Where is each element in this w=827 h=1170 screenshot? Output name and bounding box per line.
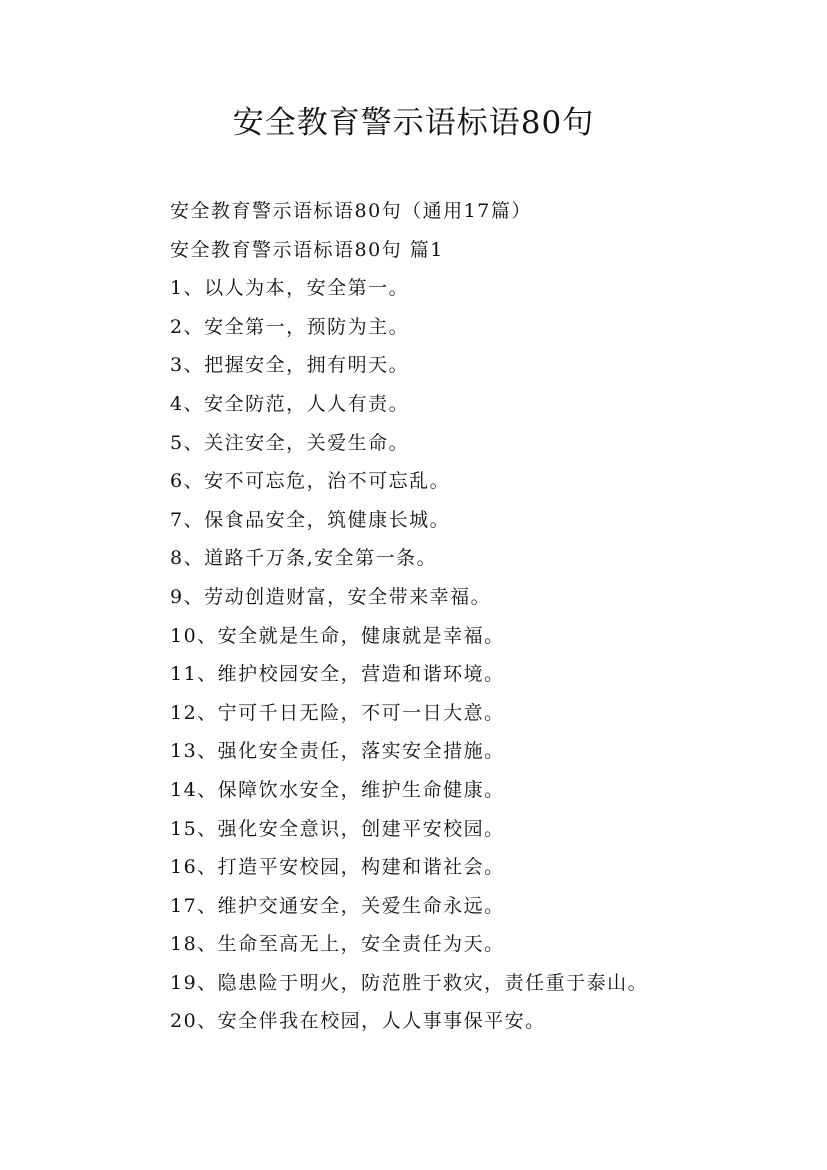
slogan-item: 18、生命至高无上，安全责任为天。: [170, 933, 505, 956]
slogan-item: 13、强化安全责任，落实安全措施。: [170, 740, 505, 763]
slogan-item: 7、保食品安全，筑健康长城。: [170, 508, 451, 531]
slogan-item: 4、安全防范，人人有责。: [170, 392, 410, 415]
slogan-item: 9、劳动创造财富，安全带来幸福。: [170, 585, 492, 608]
section-heading: 安全教育警示语标语80句 篇1: [170, 238, 444, 261]
slogan-item: 8、道路千万条,安全第一条。: [170, 547, 438, 570]
slogan-item: 12、宁可千日无险，不可一日大意。: [170, 701, 505, 724]
slogan-item: 15、强化安全意识，创建平安校园。: [170, 817, 505, 840]
slogan-item: 5、关注安全，关爱生命。: [170, 431, 410, 454]
slogan-item: 16、打造平安校园，构建和谐社会。: [170, 856, 505, 879]
document-title: 安全教育警示语标语80句: [232, 105, 595, 141]
slogan-item: 19、隐患险于明火，防范胜于救灾，责任重于泰山。: [170, 971, 649, 994]
document-subtitle: 安全教育警示语标语80句（通用17篇）: [170, 200, 532, 222]
document-body: [170, 192, 790, 1041]
slogan-item: 1、以人为本，安全第一。: [170, 277, 410, 300]
slogan-item: 20、安全伴我在校园，人人事事保平安。: [170, 1010, 546, 1033]
slogan-item: 6、安不可忘危，治不可忘乱。: [170, 470, 451, 493]
slogan-item: 17、维护交通安全，关爱生命永远。: [170, 894, 505, 917]
slogan-item: 11、维护校园安全，营造和谐环境。: [170, 663, 505, 686]
slogan-item: 3、把握安全，拥有明天。: [170, 354, 410, 377]
slogan-item: 14、保障饮水安全，维护生命健康。: [170, 778, 505, 801]
slogan-item: 10、安全就是生命，健康就是幸福。: [170, 624, 505, 647]
slogan-item: 2、安全第一，预防为主。: [170, 315, 410, 338]
